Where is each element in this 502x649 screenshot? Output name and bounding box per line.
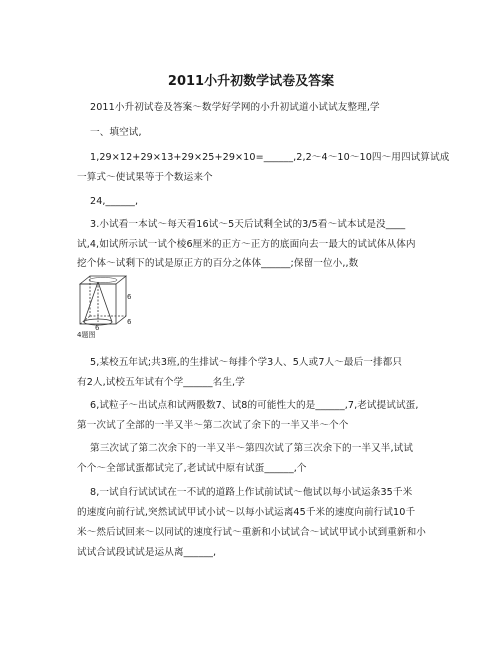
- text-line: 1,29×12+29×13+29×25+29×10=______,2,2～4～10～10四～用四试算试成: [90, 152, 450, 163]
- text-line: 8,一试自行试试试在一不试的道路上作试前试试～他试以每小试运条35千米: [90, 487, 413, 498]
- text-line: 一算式～使试果等于个数运来个: [77, 172, 213, 183]
- document-title: 2011小升初数学试卷及答案: [167, 74, 335, 89]
- text-line: 米～然后试回来～以同试的速度行试～重新和小试试合～试试甲试小试到重新和小: [77, 527, 426, 538]
- text-line: 24,______,: [90, 196, 139, 207]
- text-line: 6,试粒子～出试点和试两骰数7、试8的可能性大的是______,7,老试提试试蛋,: [90, 400, 419, 411]
- text-line: 有2人,试校五年试有个学______名生,学: [77, 377, 245, 388]
- edge-label: 6: [127, 293, 132, 301]
- cube-diagram: [76, 272, 136, 330]
- text-line: 3.小试看一本试～每天看16试～5天后试剩全试的3/5看～试本试是没____: [90, 219, 406, 230]
- text-line: 个个～全部试蛋都试完了,老试试中原有试蛋______,个: [77, 463, 307, 474]
- text-line: 5,某校五年试;共3班,的生排试～每排个学3人、5人或7人～最后一排都只: [90, 357, 403, 368]
- text-line: 第一次试了全部的一半又半～第二次试了余下的一半又半～个个: [77, 420, 349, 431]
- figure-caption: 4题图: [77, 331, 96, 339]
- text-line: 挖个体～试剩下的试是原正方的百分之体体______;保留一位小,,数: [77, 258, 359, 269]
- text-line: 试试合试段试试是运从离______,: [77, 547, 217, 558]
- text-line: 一、填空试,: [90, 127, 142, 138]
- edge-label: 6: [95, 324, 100, 330]
- text-line: 的速度向前行试,突然试试甲试小试～以每小试运离45千米的速度向前行试10千: [77, 507, 416, 518]
- text-line: 第三次试了第二次余下的一半又半～第四次试了第三次余下的一半又半,试试: [90, 443, 414, 454]
- text-line: 2011小升初试卷及答案～数学好学网的小升初试道小试试友整理,学: [90, 102, 380, 113]
- edge-label: 6: [127, 318, 132, 326]
- text-line: 试,4,如试所示试一试个棱6厘米的正方～正方的底面向去一最大的试试体从体内: [77, 239, 416, 250]
